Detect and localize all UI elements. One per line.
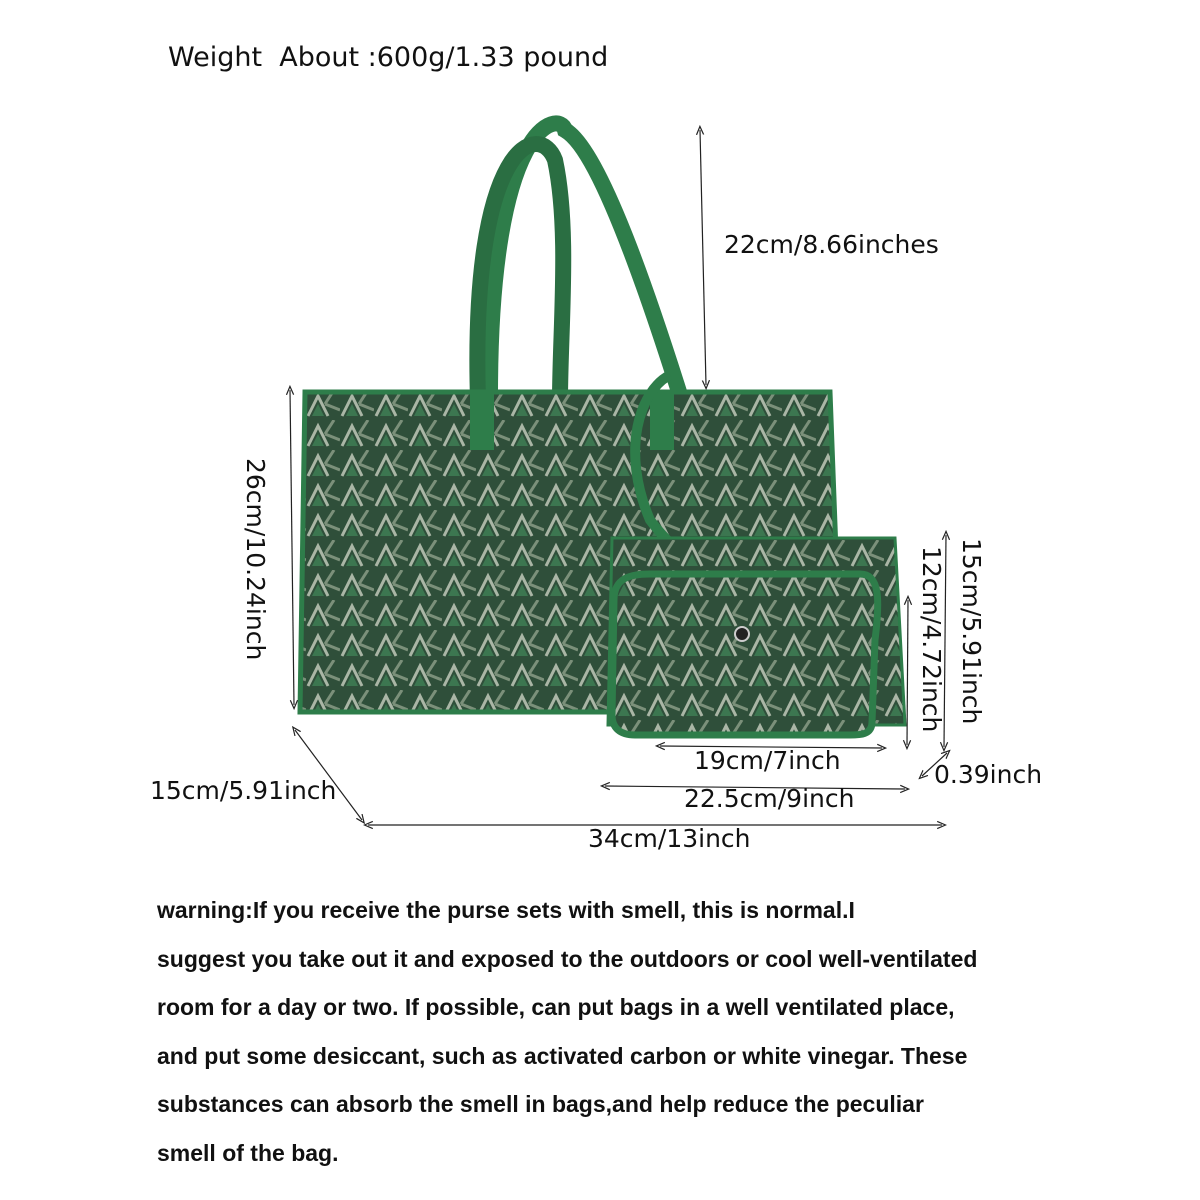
pouch-small-width-label: 19cm/7inch — [694, 746, 841, 775]
warning-line: room for a day or two. If possible, can put bags in a well ventilated place, — [157, 994, 955, 1020]
tote-height-label: 26cm/10.24inch — [241, 458, 270, 661]
warning-line: warning:If you receive the purse sets with smell, this is normal.I — [157, 897, 855, 923]
handle-drop-label: 22cm/8.66inches — [724, 230, 939, 259]
pouch-large-width-label: 22.5cm/9inch — [684, 784, 855, 813]
warning-line: suggest you take out it and exposed to the outdoors or cool well-ventilated — [157, 945, 978, 972]
warning-text — [157, 886, 977, 1177]
warning-line: and put some desiccant, such as activated carbon or white vinegar. These — [157, 1042, 968, 1069]
tote-depth-label: 15cm/5.91inch — [150, 776, 337, 805]
pouch-large-height-label: 15cm/5.91inch — [957, 538, 986, 725]
small-pouch — [612, 574, 878, 735]
tote-width-label: 34cm/13inch — [588, 824, 751, 853]
warning-line: smell of the bag. — [157, 1139, 339, 1166]
pouch-depth-label: 0.39inch — [934, 760, 1043, 789]
pouch-small-height-label: 12cm/4.72inch — [917, 546, 946, 733]
weight-label: Weight About :600g/1.33 pound — [168, 42, 609, 73]
warning-line: substances can absorb the smell in bags,and help reduce the peculiar — [157, 1091, 924, 1117]
